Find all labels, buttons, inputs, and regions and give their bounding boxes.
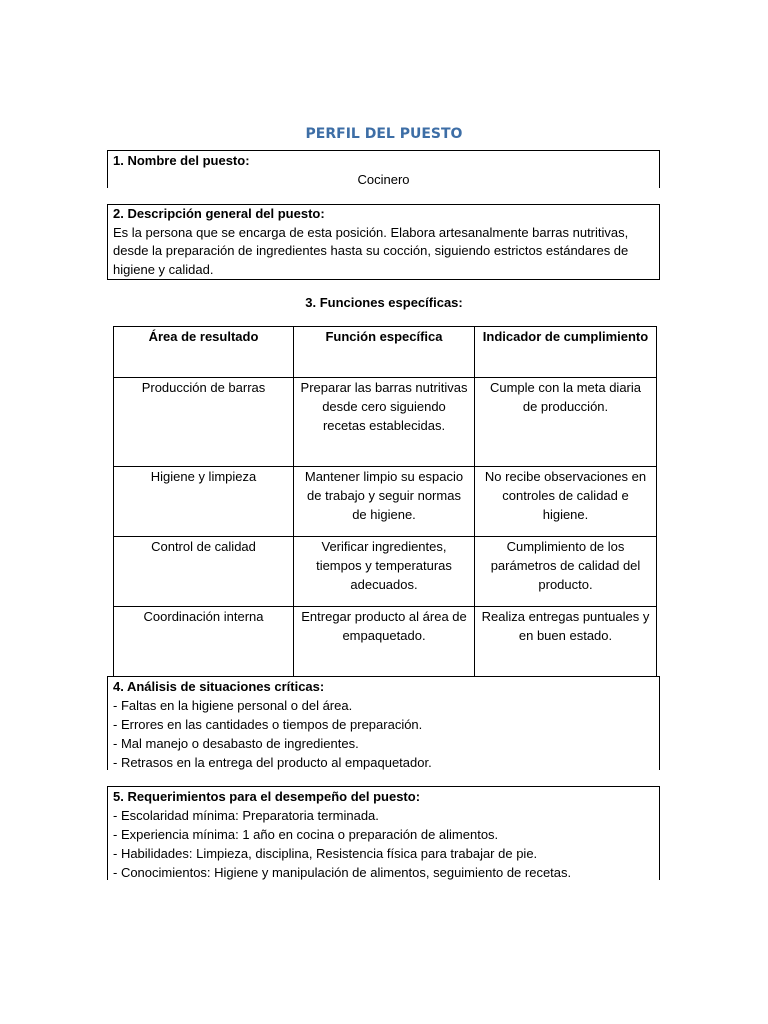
list-item: - Conocimientos: Higiene y manipulación de alimentos, seguimiento de recetas. bbox=[113, 865, 572, 880]
list-item: - Errores en las cantidades o tiempos de preparación. bbox=[113, 717, 423, 732]
critical-situations-section bbox=[107, 676, 660, 770]
list-item: - Faltas en la higiene personal o del área. bbox=[113, 698, 353, 713]
table-cell: Cumple con la meta diaria de producción. bbox=[475, 378, 657, 467]
general-description-section bbox=[107, 204, 660, 280]
table-cell: Cumplimiento de los parámetros de calidad del producto. bbox=[475, 537, 657, 607]
job-name-heading: 1. Nombre del puesto: bbox=[113, 153, 250, 168]
list-item: - Mal manejo o desabasto de ingredientes. bbox=[113, 736, 359, 751]
table-cell: No recibe observaciones en controles de calidad e higiene. bbox=[475, 467, 657, 537]
functions-heading: 3. Funciones específicas: bbox=[305, 295, 463, 310]
table-cell: Preparar las barras nutritivas desde cero siguiendo recetas establecidas. bbox=[294, 378, 475, 467]
table-cell: Higiene y limpieza bbox=[114, 467, 294, 537]
requirements-section bbox=[107, 786, 660, 880]
table-cell: Verificar ingredientes, tiempos y temperaturas adecuados. bbox=[294, 537, 475, 607]
list-item: - Escolaridad mínima: Preparatoria terminada. bbox=[113, 808, 379, 823]
requirements-heading: 5. Requerimientos para el desempeño del puesto: bbox=[113, 789, 421, 804]
table-cell: Mantener limpio su espacio de trabajo y seguir normas de higiene. bbox=[294, 467, 475, 537]
column-header: Área de resultado bbox=[114, 327, 294, 378]
general-description-heading: 2. Descripción general del puesto: bbox=[113, 206, 325, 221]
list-item: - Retrasos en la entrega del producto al empaquetador. bbox=[113, 755, 432, 770]
list-item: - Habilidades: Limpieza, disciplina, Resistencia física para trabajar de pie. bbox=[113, 846, 538, 861]
job-name-section bbox=[107, 150, 660, 188]
page-title: PERFIL DEL PUESTO bbox=[305, 126, 463, 142]
table-row bbox=[114, 607, 657, 677]
table-cell: Entregar producto al área de empaquetado. bbox=[294, 607, 475, 677]
column-header: Función específica bbox=[294, 327, 475, 378]
table-row bbox=[114, 467, 657, 537]
critical-situations-heading: 4. Análisis de situaciones críticas: bbox=[113, 679, 325, 694]
table-row bbox=[114, 537, 657, 607]
table-cell: Coordinación interna bbox=[114, 607, 294, 677]
general-description-text: Es la persona que se encarga de esta posición. Elabora artesanalmente barras nutritivas, desde la preparación de ingredientes hasta su cocción, siguiendo estrictos estándares de higiene y calidad. bbox=[113, 224, 629, 277]
table-header-row bbox=[114, 327, 657, 378]
job-name-value: Cocinero bbox=[357, 172, 410, 187]
functions-table bbox=[113, 326, 657, 677]
table-cell: Realiza entregas puntuales y en buen estado. bbox=[475, 607, 657, 677]
table-cell: Producción de barras bbox=[114, 378, 294, 467]
column-header: Indicador de cumplimiento bbox=[475, 327, 657, 378]
table-row bbox=[114, 378, 657, 467]
table-cell: Control de calidad bbox=[114, 537, 294, 607]
list-item: - Experiencia mínima: 1 año en cocina o preparación de alimentos. bbox=[113, 827, 499, 842]
